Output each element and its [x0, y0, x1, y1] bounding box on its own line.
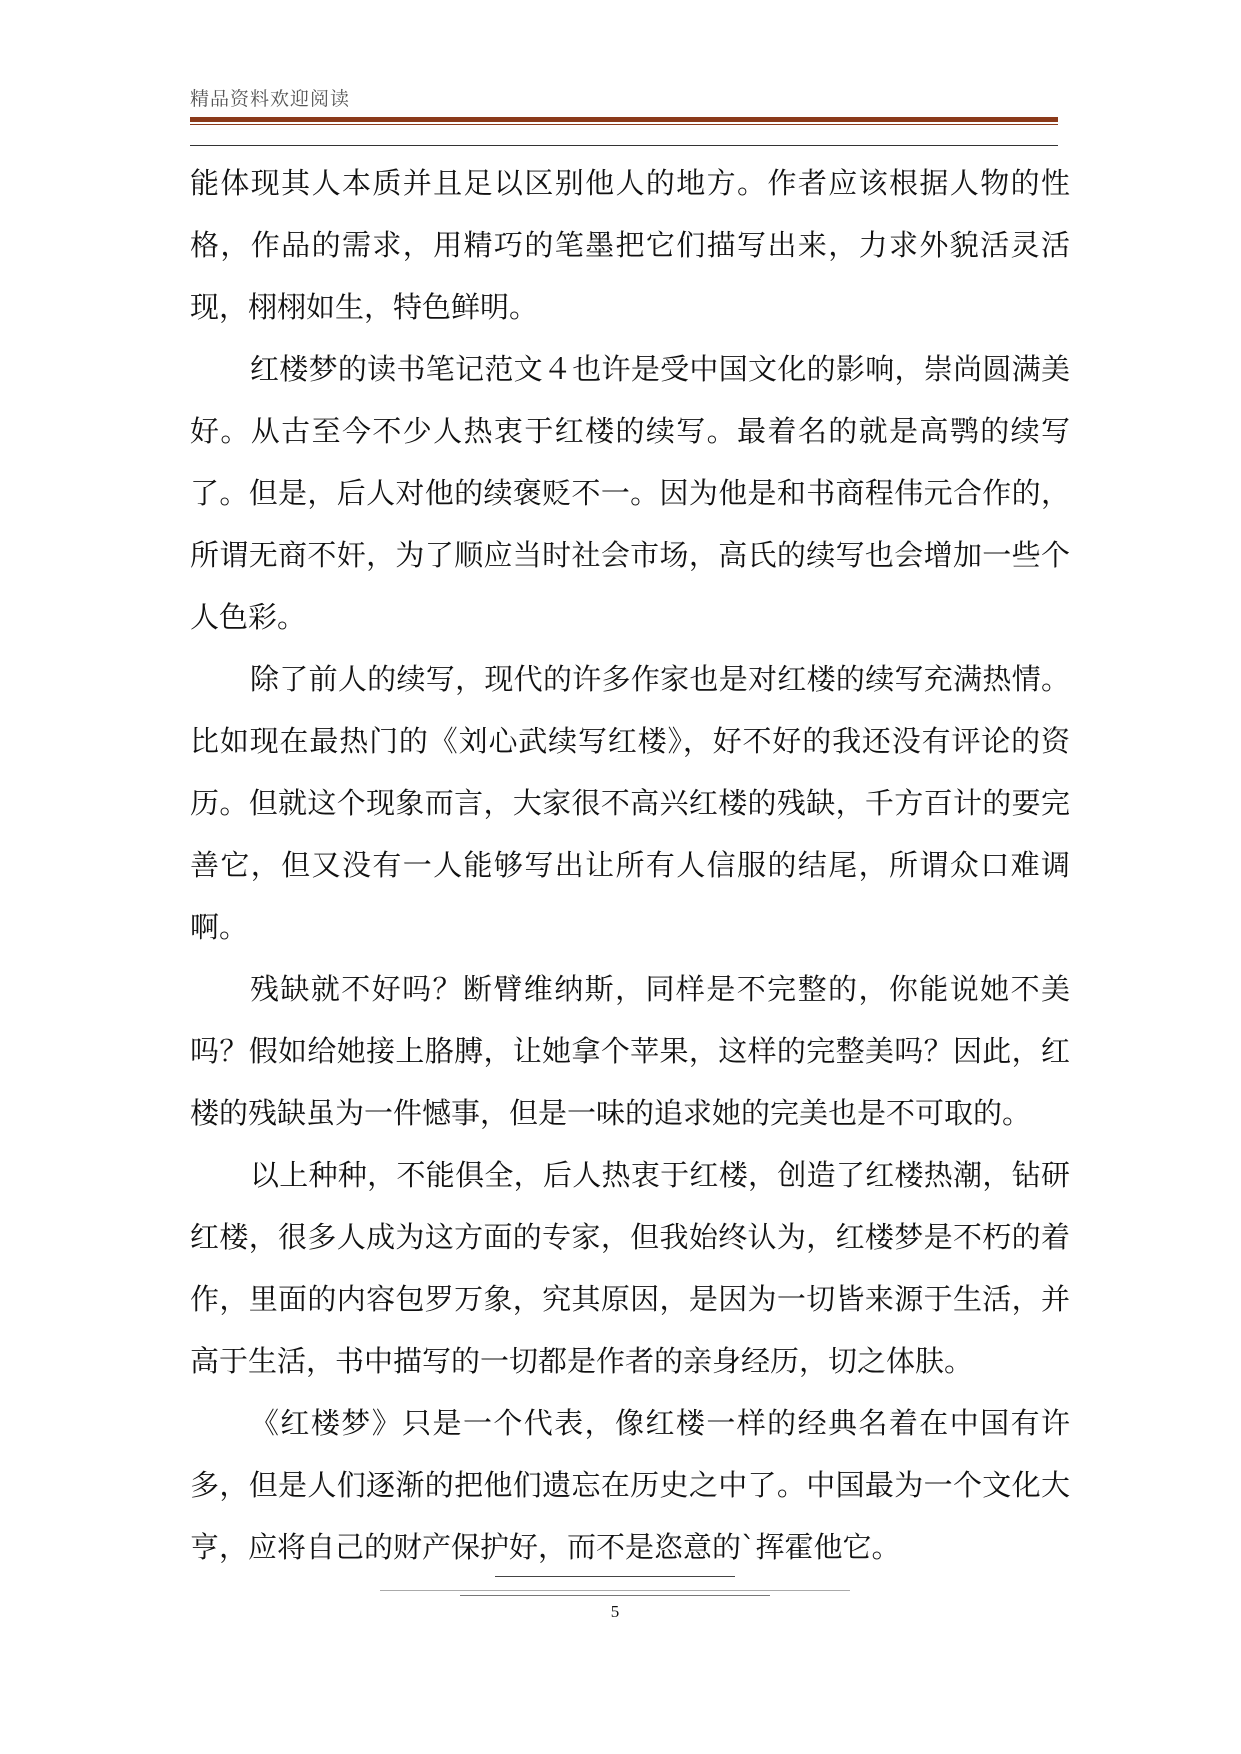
header-rule-thin	[190, 124, 1058, 125]
header-rule-bottom	[190, 145, 1058, 146]
footer-rule-mid	[460, 1595, 770, 1596]
document-body	[190, 152, 1070, 1578]
header-rule-thick	[190, 117, 1058, 122]
paragraph-4: 残缺就不好吗？断臂维纳斯，同样是不完整的，你能说她不美吗？假如给她接上胳膊，让她拿个苹果，这样的完整美吗？因此，红楼的残缺虽为一件憾事，但是一味的追求她的完美也是不可取的。	[190, 972, 1070, 1130]
paragraph-3: 除了前人的续写，现代的许多作家也是对红楼的续写充满热情。比如现在最热门的《刘心武续写红楼》，好不好的我还没有评论的资历。但就这个现象而言，大家很不高兴红楼的残缺，千方百计的要完善它，但又没有一人能够写出让所有人信服的结尾，所谓众口难调啊。	[190, 662, 1070, 944]
footer-rule-wide	[380, 1590, 850, 1591]
page-number: 5	[610, 1602, 620, 1621]
footer-rule-top	[495, 1576, 735, 1577]
paragraph-6: 《红楼梦》只是一个代表，像红楼一样的经典名着在中国有许多，但是人们逐渐的把他们遗忘在历史之中了。中国最为一个文化大亨，应将自己的财产保护好，而不是恣意的`挥霍他它。	[190, 1406, 1070, 1564]
page-header-text: 精品资料欢迎阅读	[190, 88, 351, 110]
paragraph-5: 以上种种，不能俱全，后人热衷于红楼，创造了红楼热潮，钻研红楼，很多人成为这方面的专家，但我始终认为，红楼梦是不朽的着作，里面的内容包罗万象，究其原因，是因为一切皆来源于生活，并高于生活，书中描写的一切都是作者的亲身经历，切之体肤。	[190, 1158, 1070, 1378]
paragraph-2: 红楼梦的读书笔记范文４也许是受中国文化的影响，崇尚圆满美好。从古至今不少人热衷于红楼的续写。最着名的就是高鹗的续写了。但是，后人对他的续褒贬不一。因为他是和书商程伟元合作的，所谓无商不奸，为了顺应当时社会市场，高氏的续写也会增加一些个人色彩。	[190, 352, 1070, 634]
paragraph-1: 能体现其人本质并且足以区别他人的地方。作者应该根据人物的性格，作品的需求，用精巧的笔墨把它们描写出来，力求外貌活灵活现，栩栩如生，特色鲜明。	[190, 166, 1070, 324]
